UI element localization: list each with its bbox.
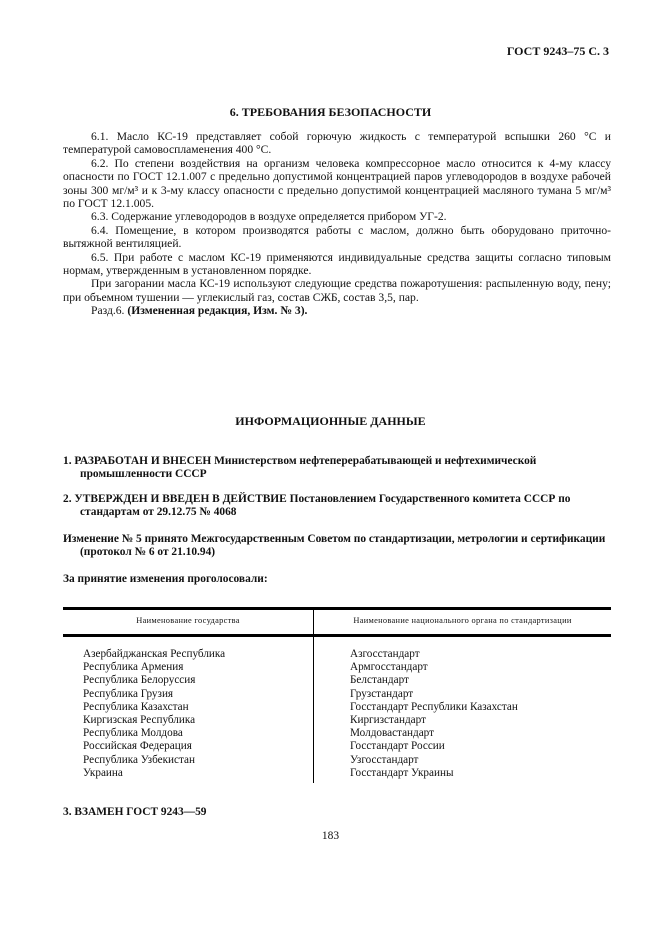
table-header-rule xyxy=(63,634,611,637)
voted-label xyxy=(63,573,613,586)
paragraph-6-5: 6.5. При работе с маслом КС-19 применяются индивидуальные средства защиты согласно типовым нормам, утвержденным в установленном порядке. xyxy=(63,250,611,278)
change-5 xyxy=(63,533,613,559)
info-item-1 xyxy=(63,455,613,481)
table-cell-state: Республика Узбекистан xyxy=(83,753,195,766)
state-column xyxy=(83,648,225,780)
info-item-3-text: 3. ВЗАМЕН ГОСТ 9243—59 xyxy=(63,806,207,818)
paragraph-6-3: 6.3. Содержание углеводородов в воздухе определяется прибором УГ-2. xyxy=(91,210,447,224)
header-standards-body: Наименование национального органа по стандартизации xyxy=(353,616,572,625)
table-cell-standards-body: Киргизстандарт xyxy=(350,714,426,727)
table-cell-state: Республика Грузия xyxy=(83,687,174,700)
info-item-1-text: 1. РАЗРАБОТАН И ВНЕСЕН Министерством нефтеперерабатывающей и нефтехимической промышленности СССР xyxy=(63,455,537,481)
header-state: Наименование государства xyxy=(136,616,240,625)
table-cell-standards-body: Азгосстандарт xyxy=(350,648,420,660)
table-cell-standards-body: Молдовастандарт xyxy=(350,727,435,740)
table-cell-standards-body: Госстандарт Республики Казахстан xyxy=(350,700,518,713)
table-cell-state: Украина xyxy=(83,766,123,779)
change-5-text: Изменение № 5 принято Межгосударственным Советом по стандартизации, метрологии и сертификации (протокол № 6 от 21.10.94) xyxy=(63,533,606,559)
table-cell-state: Республика Белоруссия xyxy=(83,674,196,687)
table-cell-standards-body: Госстандарт России xyxy=(350,740,445,753)
info-item-3 xyxy=(63,806,613,819)
running-header: ГОСТ 9243–75 С. 3 xyxy=(506,44,609,58)
paragraph-6-1: 6.1. Масло КС-19 представляет собой горючую жидкость с температурой вспышки 260 °С и температурой самовоспламенения 400 °С. xyxy=(63,130,611,157)
paragraph-6-2: 6.2. По степени воздействия на организм человека компрессорное масло относится к 4-му классу опасности по ГОСТ 12.1.007 с предельно допустимой концентрацией паров углеводородов в воздухе рабочей зоны 300 мг/м³ и к 3-му классу опасности с предельно допустимой концентрацией масляного тумана 5 мг/м³ по ГОСТ 12.1.005. xyxy=(63,156,611,211)
table-cell-standards-body: Госстандарт Украины xyxy=(350,766,454,779)
section-6-body xyxy=(63,130,611,318)
table-cell-state: Республика Молдова xyxy=(83,727,183,740)
paragraph-fire: При загорании масла КС-19 используют следующие средства пожаротушения: распыленную воду, пену; при объемном тушении — углекислый газ, состав СЖБ, состав 3,5, пар. xyxy=(63,277,611,304)
table-top-rule xyxy=(63,607,611,610)
voted-text: За принятие изменения проголосовали: xyxy=(63,573,268,585)
info-item-2-text: 2. УТВЕРЖДЕН И ВВЕДЕН В ДЕЙСТВИЕ Постановлением Государственного комитета СССР по стандартам от 29.12.75 № 4068 xyxy=(63,493,571,519)
table-column-divider xyxy=(313,607,314,783)
table-cell-state: Азербайджанская Республика xyxy=(83,648,226,660)
table-cell-state: Республика Армения xyxy=(83,661,184,674)
table-cell-state: Республика Казахстан xyxy=(83,700,189,713)
page-number: 183 xyxy=(321,830,340,842)
paragraph-6-4: 6.4. Помещение, в котором производятся работы с маслом, должно быть оборудовано приточно-вытяжной вентиляцией. xyxy=(63,223,611,251)
table-cell-standards-body: Армгосстандарт xyxy=(350,661,428,674)
table-cell-standards-body: Белстандарт xyxy=(350,674,409,687)
info-title: ИНФОРМАЦИОННЫЕ ДАННЫЕ xyxy=(235,414,426,428)
amendment-line xyxy=(63,304,611,317)
info-item-2 xyxy=(63,493,613,519)
amendment-prefix: Разд.6. xyxy=(91,304,128,318)
amendment-note: (Измененная редакция, Изм. № 3). xyxy=(127,304,308,318)
table-cell-standards-body: Грузстандарт xyxy=(350,687,414,700)
table-cell-state: Российская Федерация xyxy=(83,740,192,753)
table-cell-state: Киргизская Республика xyxy=(83,714,196,727)
voting-table xyxy=(63,607,611,783)
table-cell-standards-body: Узгосстандарт xyxy=(350,753,419,766)
standards-body-column xyxy=(350,648,518,780)
section-6-title: 6. ТРЕБОВАНИЯ БЕЗОПАСНОСТИ xyxy=(229,105,432,119)
